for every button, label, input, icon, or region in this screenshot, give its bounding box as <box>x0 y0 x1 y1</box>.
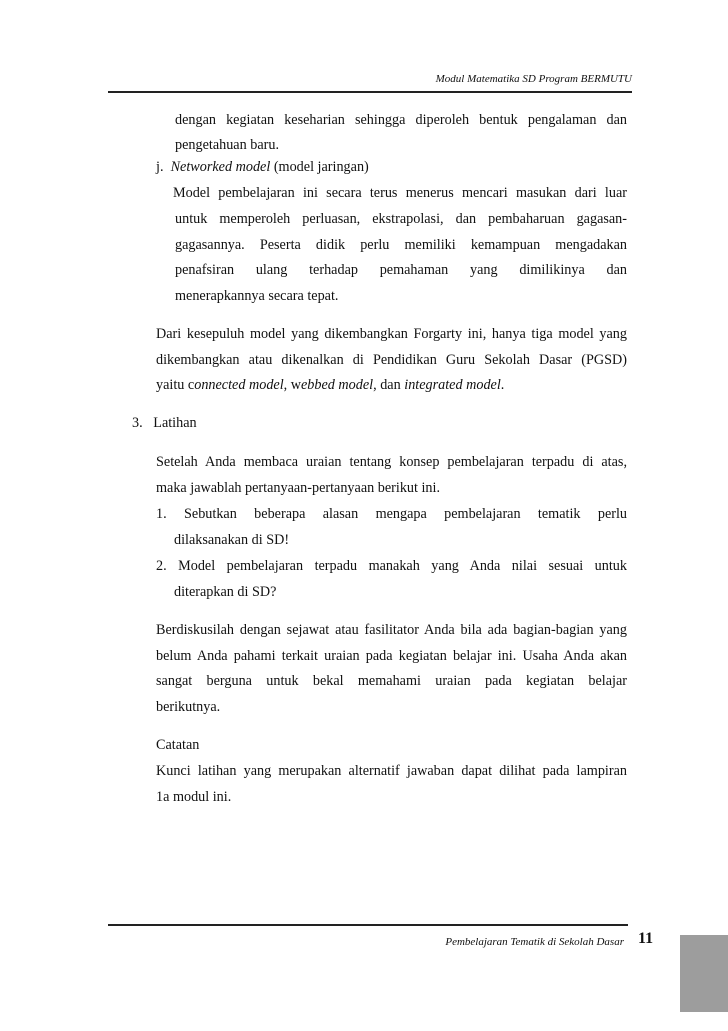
body-line: Berdiskusilah dengan sejawat atau fasilitator Anda bila ada bagian-bagian yang <box>156 622 627 638</box>
body-line: gagasannya. Peserta didik perlu memiliki kemampuan mengadakan <box>175 237 627 253</box>
section-heading: 3. Latihan <box>132 415 197 431</box>
question-2: 2. Model pembelajaran terpadu manakah yang Anda nilai sesuai untuk <box>156 558 627 574</box>
body-line: Kunci latihan yang merupakan alternatif jawaban dapat dilihat pada lampiran <box>156 763 627 779</box>
body-line: berikutnya. <box>156 699 221 715</box>
body-line: Model pembelajaran ini secara terus menerus mencari masukan dari luar <box>173 185 627 201</box>
question-1-cont: dilaksanakan di SD! <box>174 532 290 548</box>
footer-rule <box>108 924 628 926</box>
running-header: Modul Matematika SD Program BERMUTU <box>435 73 632 85</box>
body-line: maka jawablah pertanyaan-pertanyaan berikut ini. <box>156 480 441 496</box>
body-line: menerapkannya secara tepat. <box>175 288 339 304</box>
list-item-j-rest: (model jaringan) <box>270 159 369 175</box>
body-line <box>156 375 504 395</box>
page-number: 11 <box>638 930 654 947</box>
text-run-italic: integrated model <box>404 377 501 393</box>
text-run-italic: onnected model <box>194 377 284 393</box>
body-line: dikembangkan atau dikenalkan di Pendidikan Guru Sekolah Dasar (PGSD) <box>156 352 627 368</box>
list-item-j-label: j. <box>156 159 164 175</box>
body-line: 1a modul ini. <box>156 789 232 805</box>
body-line: penafsiran ulang terhadap pemahaman yang dimilikinya dan <box>175 262 627 278</box>
running-footer: Pembelajaran Tematik di Sekolah Dasar <box>445 936 624 948</box>
body-line: pengetahuan baru. <box>175 137 279 153</box>
body-line: dengan kegiatan keseharian sehingga diperoleh bentuk pengalaman dan <box>175 112 627 128</box>
body-line: belum Anda pahami terkait uraian pada kegiatan belajar ini. Usaha Anda akan <box>156 648 627 664</box>
question-2-cont: diterapkan di SD? <box>174 584 277 600</box>
text-run-italic: ebbed model <box>301 377 374 393</box>
body-line: untuk memperoleh perluasan, ekstrapolasi, dan pembaharuan gagasan- <box>175 211 627 227</box>
text-run: , dan <box>373 377 405 393</box>
note-heading: Catatan <box>156 737 200 753</box>
list-item-j-title: Networked model <box>170 159 271 175</box>
question-1: 1. Sebutkan beberapa alasan mengapa pembelajaran tematik perlu <box>156 506 627 522</box>
text-run: yaitu c <box>156 377 195 393</box>
page-tab-marker <box>680 935 728 1012</box>
text-run: . <box>500 377 505 393</box>
text-run: , w <box>283 377 301 393</box>
body-line: Setelah Anda membaca uraian tentang konsep pembelajaran terpadu di atas, <box>156 454 627 470</box>
list-item-j <box>156 157 369 177</box>
body-line: sangat berguna untuk bekal memahami uraian pada kegiatan belajar <box>156 673 627 689</box>
body-line: Dari kesepuluh model yang dikembangkan Forgarty ini, hanya tiga model yang <box>156 326 627 342</box>
header-rule <box>108 91 632 93</box>
